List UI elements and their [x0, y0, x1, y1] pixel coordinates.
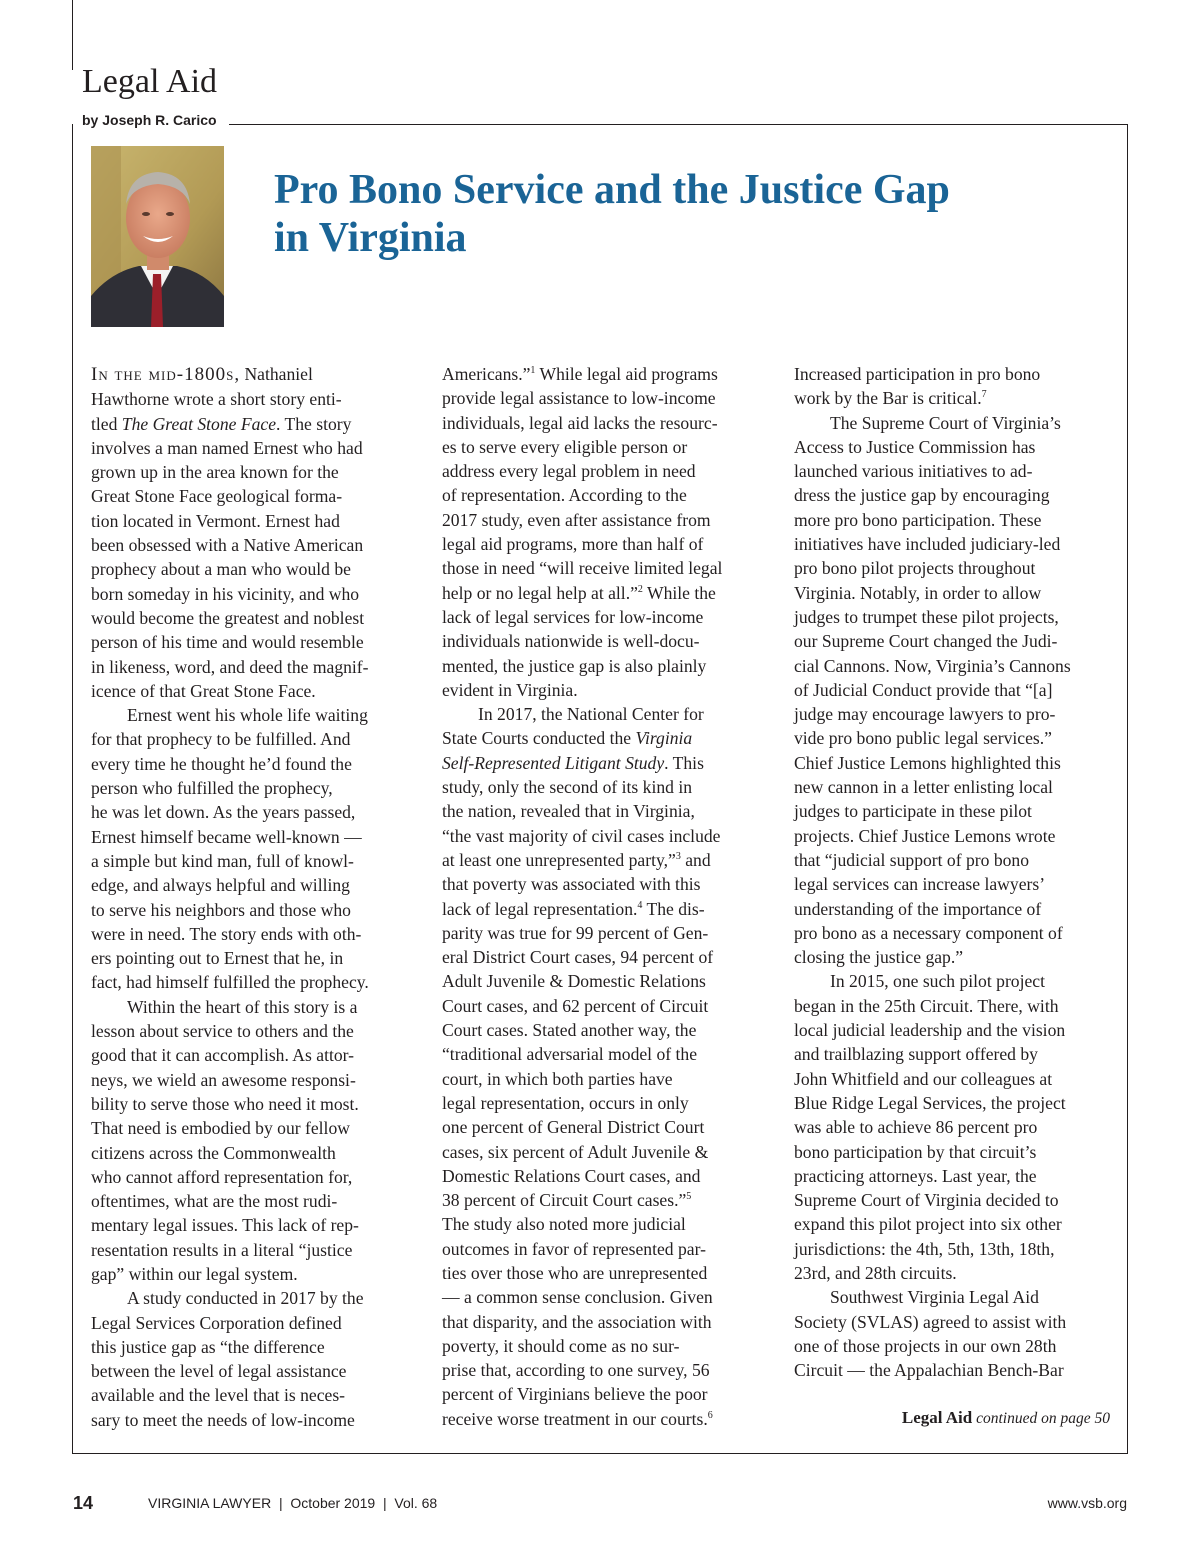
story-title: The Great Stone Face: [121, 413, 277, 434]
margin-rule: [72, 0, 73, 70]
continuation-label: Legal Aid: [901, 1408, 973, 1427]
continuation-text: continued on page 50: [972, 1410, 1110, 1427]
continuation-note: [794, 1406, 1110, 1431]
author-byline: by Joseph R. Carico: [82, 112, 217, 128]
footnote-ref: 3: [675, 850, 681, 862]
article-frame-top-rule: [229, 124, 1128, 125]
footnote-ref: 6: [707, 1409, 713, 1421]
article-headline: [274, 166, 1114, 262]
headline-line-1: Pro Bono Service and the Justice Gap: [274, 167, 950, 213]
study-title: Virginia: [635, 728, 693, 749]
section-title: Legal Aid: [82, 63, 218, 100]
footnote-ref: 4: [637, 899, 643, 911]
website-link[interactable]: www.vsb.org: [1047, 1495, 1127, 1511]
publication-info: VIRGINIA LAWYER | October 2019 | Vol. 68: [148, 1495, 438, 1511]
drop-lead-in: In the mid-1800s,: [91, 364, 241, 385]
page-number: 14: [73, 1493, 94, 1513]
article-column-1: In the mid-1800s, Nathaniel Hawthorne wrote a short story enti- tled The Great Stone Face. The story involves a man named Ernest who had grown up in the area known for the Great Stone Face geological forma- tion located in Vermont. Ernest had been obsessed with a Native American prophecy about a man who would be born someday in his vicinity, and who would become the greatest and noblest person of his time and would resemble in likeness, word, and deed the magnif- icence of that Great Stone Face. Ernest went his whole life waiting for that prophecy to be fulfilled. And every time he thought he’d found the person who fulfilled the prophecy, he was let down. As the years passed, Ernest himself became well-known — a simple but kind man, full of knowl- edge, and always helpful and willing to serve his neighbors and those who were in need. The story ends with oth- ers pointing out to Ernest that he, in fact, had himself fulfilled the prophecy. Within the heart of this story is a lesson about service to others and the good that it can accomplish. As attor- neys, we wield an awesome responsi- bility to serve those who need it most. That need is embodied by our fellow citizens across the Commonwealth who cannot afford representation for, oftentimes, what are the most rudi- mentary legal issues. This lack of rep- resentation results in a literal “justice gap” within our legal system. A study conducted in 2017 by the Legal Services Corporation defined this justice gap as “the difference between the level of legal assistance available and the level that is neces- sary to meet the needs of low-income: [91, 364, 369, 1430]
headline-line-2: in Virginia: [274, 215, 467, 261]
footnote-ref: 7: [981, 389, 987, 401]
footnote-ref: 2: [637, 583, 643, 595]
article-column-2: Americans.”$^1$ While legal aid programs provide legal assistance to low-income individuals, legal aid lacks the resourc- es to serve every eligible person or address every legal problem in need of representation. According to the 2017 study, even after assistance from legal aid programs, more than half of those in need “will receive limited legal help or no legal help at all.”$^2$ While the lack of legal services for low-income individuals nationwide is well-docu- mented, the justice gap is also plainly evident in Virginia. In 2017, the National Center for State Courts conducted the Virginia Self-Represented Litigant Study. This study, only the second of its kind in the nation, revealed that in Virginia, “the vast majority of civil cases include at least one unrepresented party,”$^3$ and that poverty was associated with this lack of legal representation.$^4$ The dis- parity was true for 99 percent of Gen- eral District Court cases, 94 percent of Adult Juvenile & Domestic Relations Court cases, and 62 percent of Circuit Court cases. Stated another way, the “traditional adversarial model of the court, in which both parties have legal representation, occurs in only one percent of General District Court cases, six percent of Adult Juvenile & Domestic Relations Court cases, and 38 percent of Circuit Court cases.”$^5$ The study also noted more judicial outcomes in favor of represented par- ties over those who are unrepresented — a common sense conclusion. Given that disparity, and the association with poverty, it should come as no sur- prise that, according to one survey, 56 percent of Virginians believe the poor receive worse treatment in our courts.$^6$: [442, 364, 723, 1429]
author-photo: [91, 146, 224, 327]
footnote-ref: 5: [686, 1191, 692, 1203]
footnote-ref: 1: [530, 365, 536, 376]
study-title: Self-Represented Litigant Study: [442, 752, 665, 773]
article-column-3: Increased participation in pro bono work by the Bar is critical.$^7$ The Supreme Court of Virginia’s Access to Justice Commission has launched various initiatives to ad- dress the justice gap by encouraging more pro bono participation. These initiatives have included judiciary-led pro bono pilot projects throughout Virginia. Notably, in order to allow judges to trumpet these pilot projects, our Supreme Court changed the Judi- cial Cannons. Now, Virginia’s Cannons of Judicial Conduct provide that “[a] judge may encourage lawyers to pro- vide pro bono public legal services.” Chief Justice Lemons highlighted this new cannon in a letter enlisting local judges to participate in these pilot projects. Chief Justice Lemons wrote that “judicial support of pro bono legal services can increase lawyers’ understanding of the importance of pro bono as a necessary component of closing the justice gap.” In 2015, one such pilot project began in the 25th Circuit. There, with local judicial leadership and the vision and trailblazing support offered by John Whitfield and our colleagues at Blue Ridge Legal Services, the project was able to achieve 86 percent pro bono participation by that circuit’s practicing attorneys. Last year, the Supreme Court of Virginia decided to expand this pilot project into six other jurisdictions: the 4th, 5th, 13th, 18th, 23rd, and 28th circuits. Southwest Virginia Legal Aid Society (SVLAS) agreed to assist with one of those projects in our own 28th Circuit — the Appalachian Bench-Bar: [794, 364, 1071, 1381]
